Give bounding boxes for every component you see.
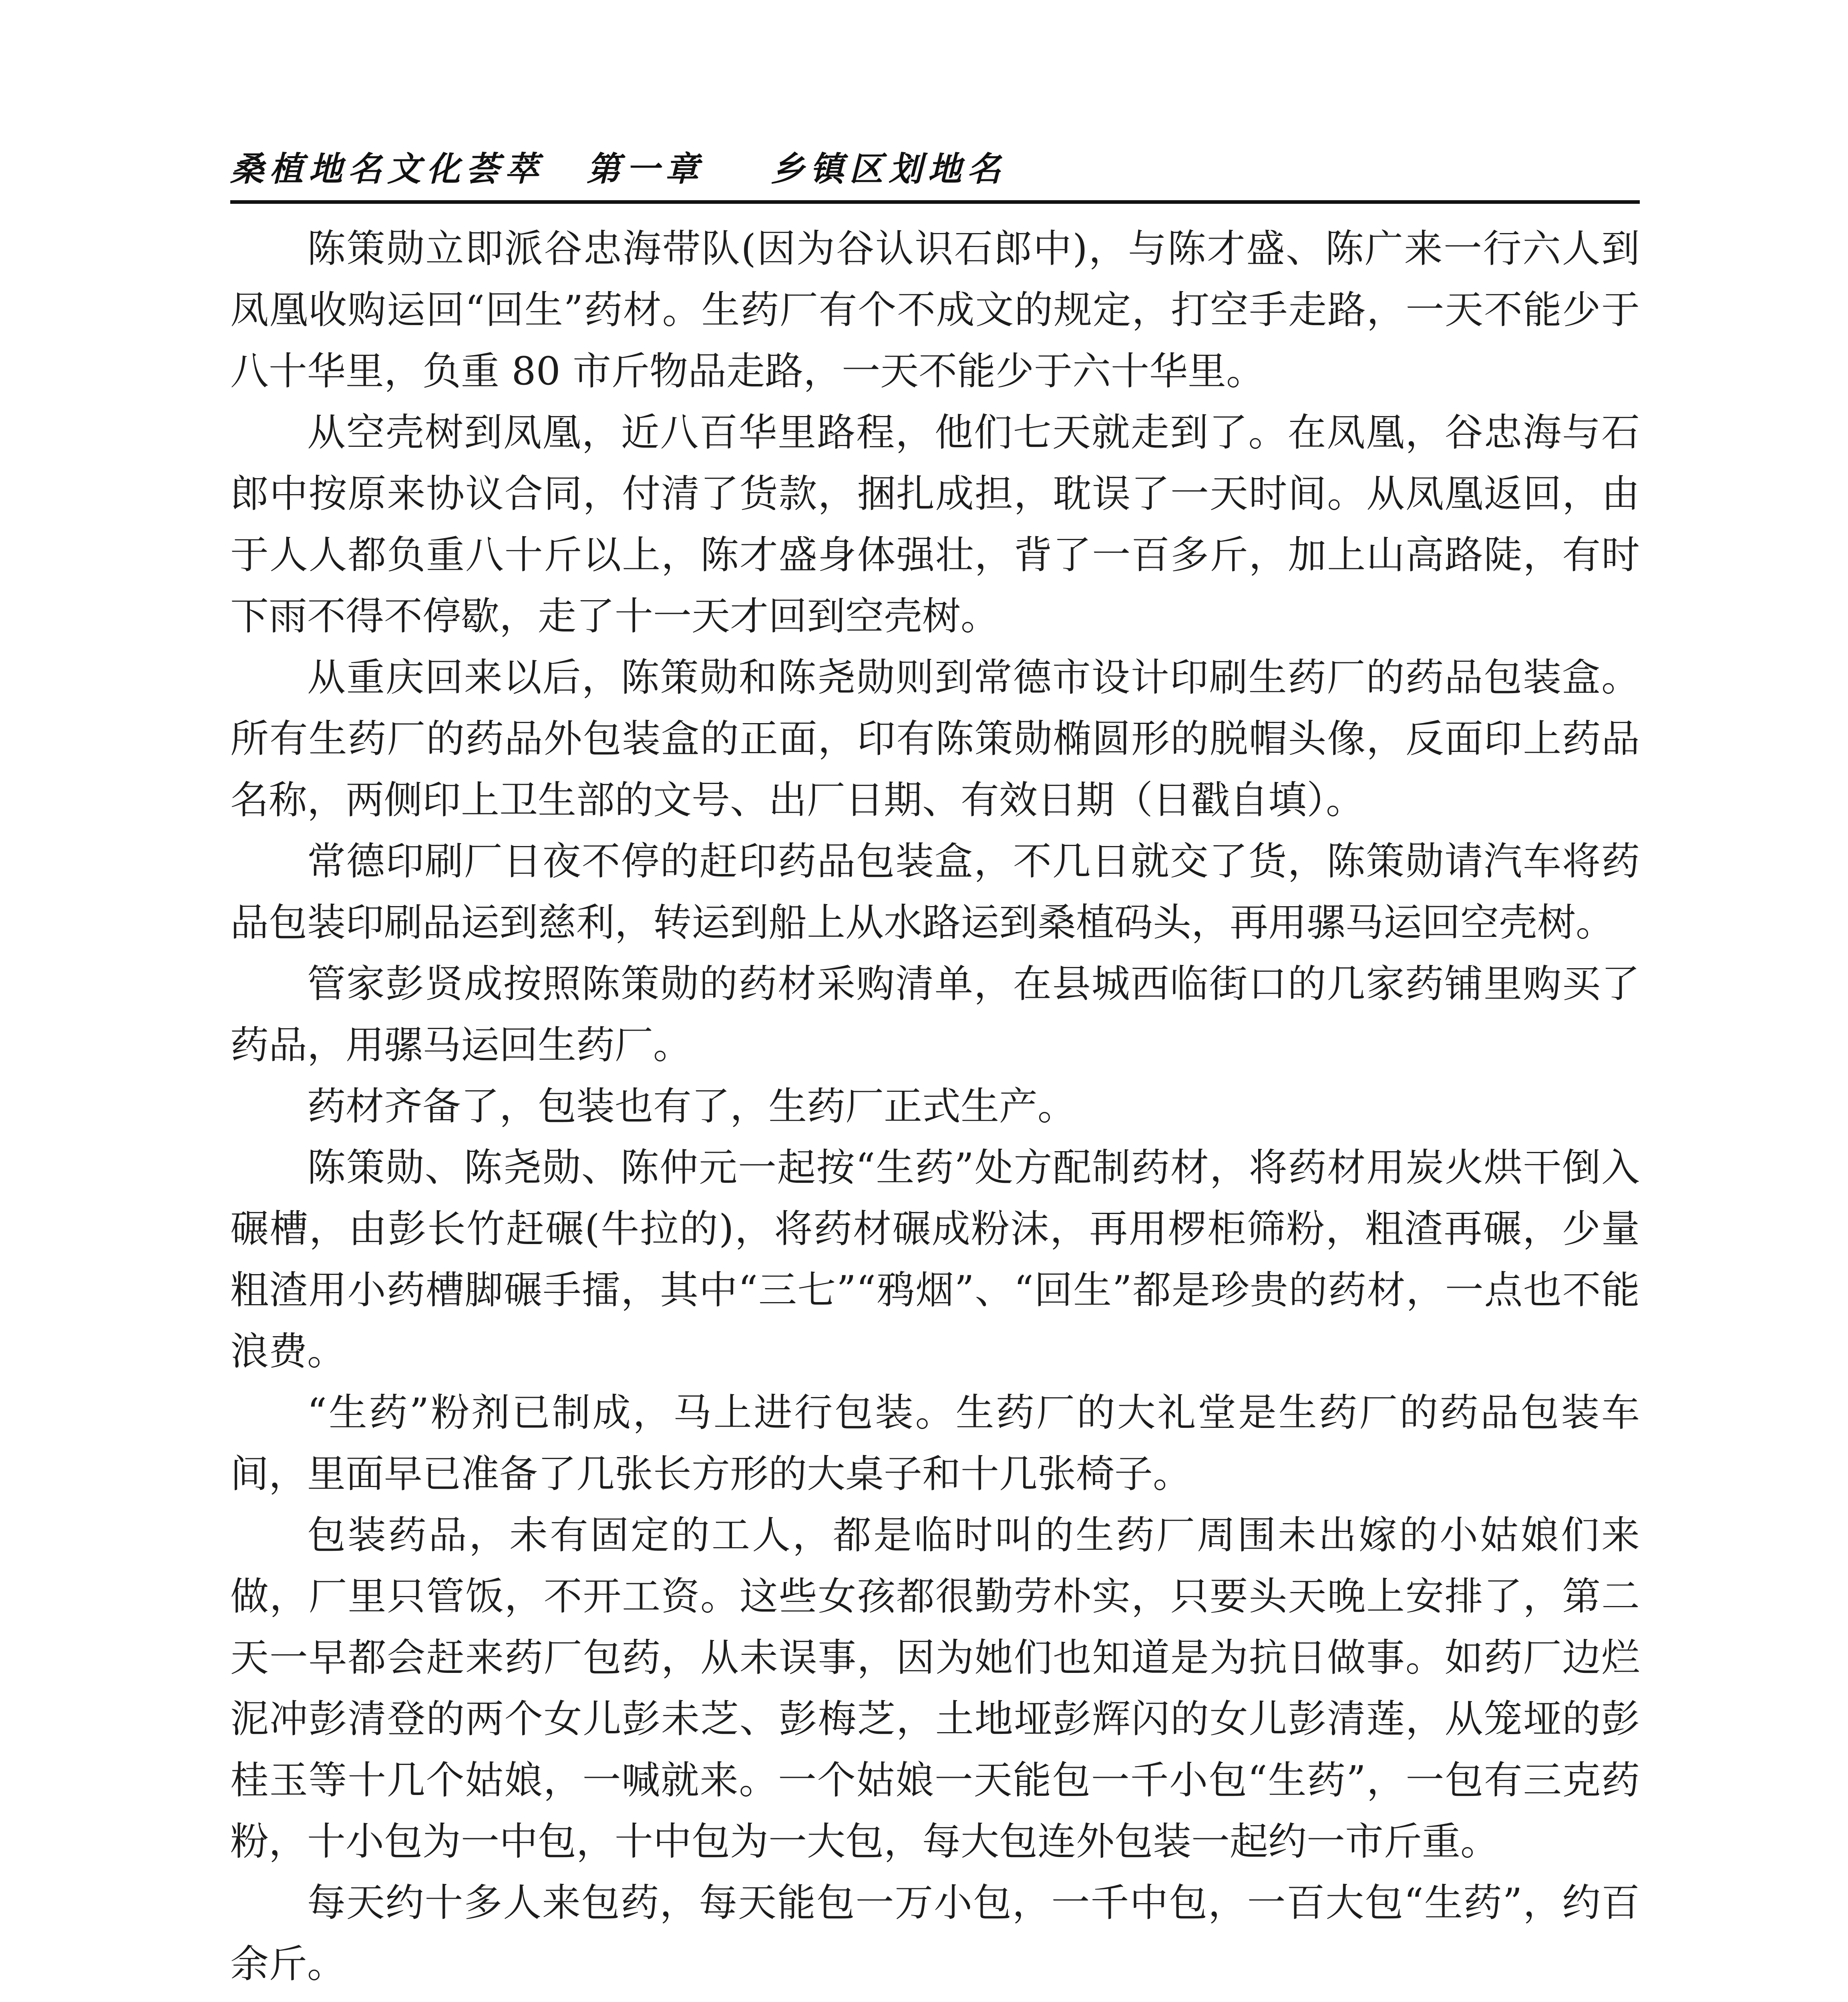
paragraph: 从重庆回来以后，陈策勋和陈尧勋则到常德市设计印刷生药厂的药品包装盒。所有生药厂的药品外包装盒的正面，印有陈策勋椭圆形的脱帽头像，反面印上药品名称，两侧印上卫生部的文号、出厂日期、有效日期（日戳自填）。 [230,655,1640,822]
paragraph: 每天约十多人来包药，每天能包一万小包，一千中包，一百大包“生药”，约百余斤。 [230,1880,1640,1986]
header-section: 乡镇区划地名 [771,149,1007,189]
paragraph [230,1995,1640,2002]
paragraph: “生药”粉剂已制成，马上进行包装。生药厂的大礼堂是生药厂的药品包装车间，里面早已准备了几张长方形的大桌子和十几张椅子。 [230,1390,1640,1496]
paragraph: 陈策勋立即派谷忠海带队(因为谷认识石郎中)，与陈才盛、陈广来一行六人到凤凰收购运回“回生”药材。生药厂有个不成文的规定，打空手走路，一天不能少于八十华里，负重 80 市斤物品走路，一天不能少于六十华里。 [230,226,1640,394]
paragraph: 管家彭贤成按照陈策勋的药材采购清单，在县城西临街口的几家药铺里购买了药品，用骡马运回生药厂。 [230,961,1640,1067]
paragraph: 药材齐备了，包装也有了，生药厂正式生产。 [307,1084,1076,1129]
header-chapter: 第一章 [587,149,705,189]
header-book-title: 桑植地名文化荟萃 [230,149,545,189]
body-text [230,218,1640,2002]
paragraph: 从空壳树到凤凰，近八百华里路程，他们七天就走到了。在凤凰，谷忠海与石郎中按原来协议合同，付清了货款，捆扎成担，耽误了一天时间。从凤凰返回，由于人人都负重八十斤以上，陈才盛身体强壮，背了一百多斤，加上山高路陡，有时下雨不得不停歇，走了十一天才回到空壳树。 [230,410,1640,639]
paragraph: 陈策勋、陈尧勋、陈仲元一起按“生药”处方配制药材，将药材用炭火烘干倒入碾槽，由彭长竹赶碾(牛拉的)，将药材碾成粉沫，再用椤柜筛粉，粗渣再碾，少量粗渣用小药槽脚碾手擂，其中“三七”“鸦烟”、“回生”都是珍贵的药材，一点也不能浪费。 [230,1145,1640,1374]
paragraph: 包装药品，未有固定的工人，都是临时叫的生药厂周围未出嫁的小姑娘们来做，厂里只管饭，不开工资。这些女孩都很勤劳朴实，只要头天晚上安排了，第二天一早都会赶来药厂包药，从未误事，因为她们也知道是为抗日做事。如药厂边烂泥冲彭清登的两个女儿彭未芝、彭梅芝，土地垭彭辉闪的女儿彭清莲，从笼垭的彭桂玉等十几个姑娘，一喊就来。一个姑娘一天能包一千小包“生药”，一包有三克药粉，十小包为一中包，十中包为一大包，每大包连外包装一起约一市斤重。 [230,1513,1640,1864]
paragraph: 常德印刷厂日夜不停的赶印药品包装盒，不几日就交了货，陈策勋请汽车将药品包装印刷品运到慈利，转运到船上从水路运到桑植码头，再用骡马运回空壳树。 [230,839,1640,945]
running-header [230,136,1640,196]
header-rule [230,200,1640,204]
